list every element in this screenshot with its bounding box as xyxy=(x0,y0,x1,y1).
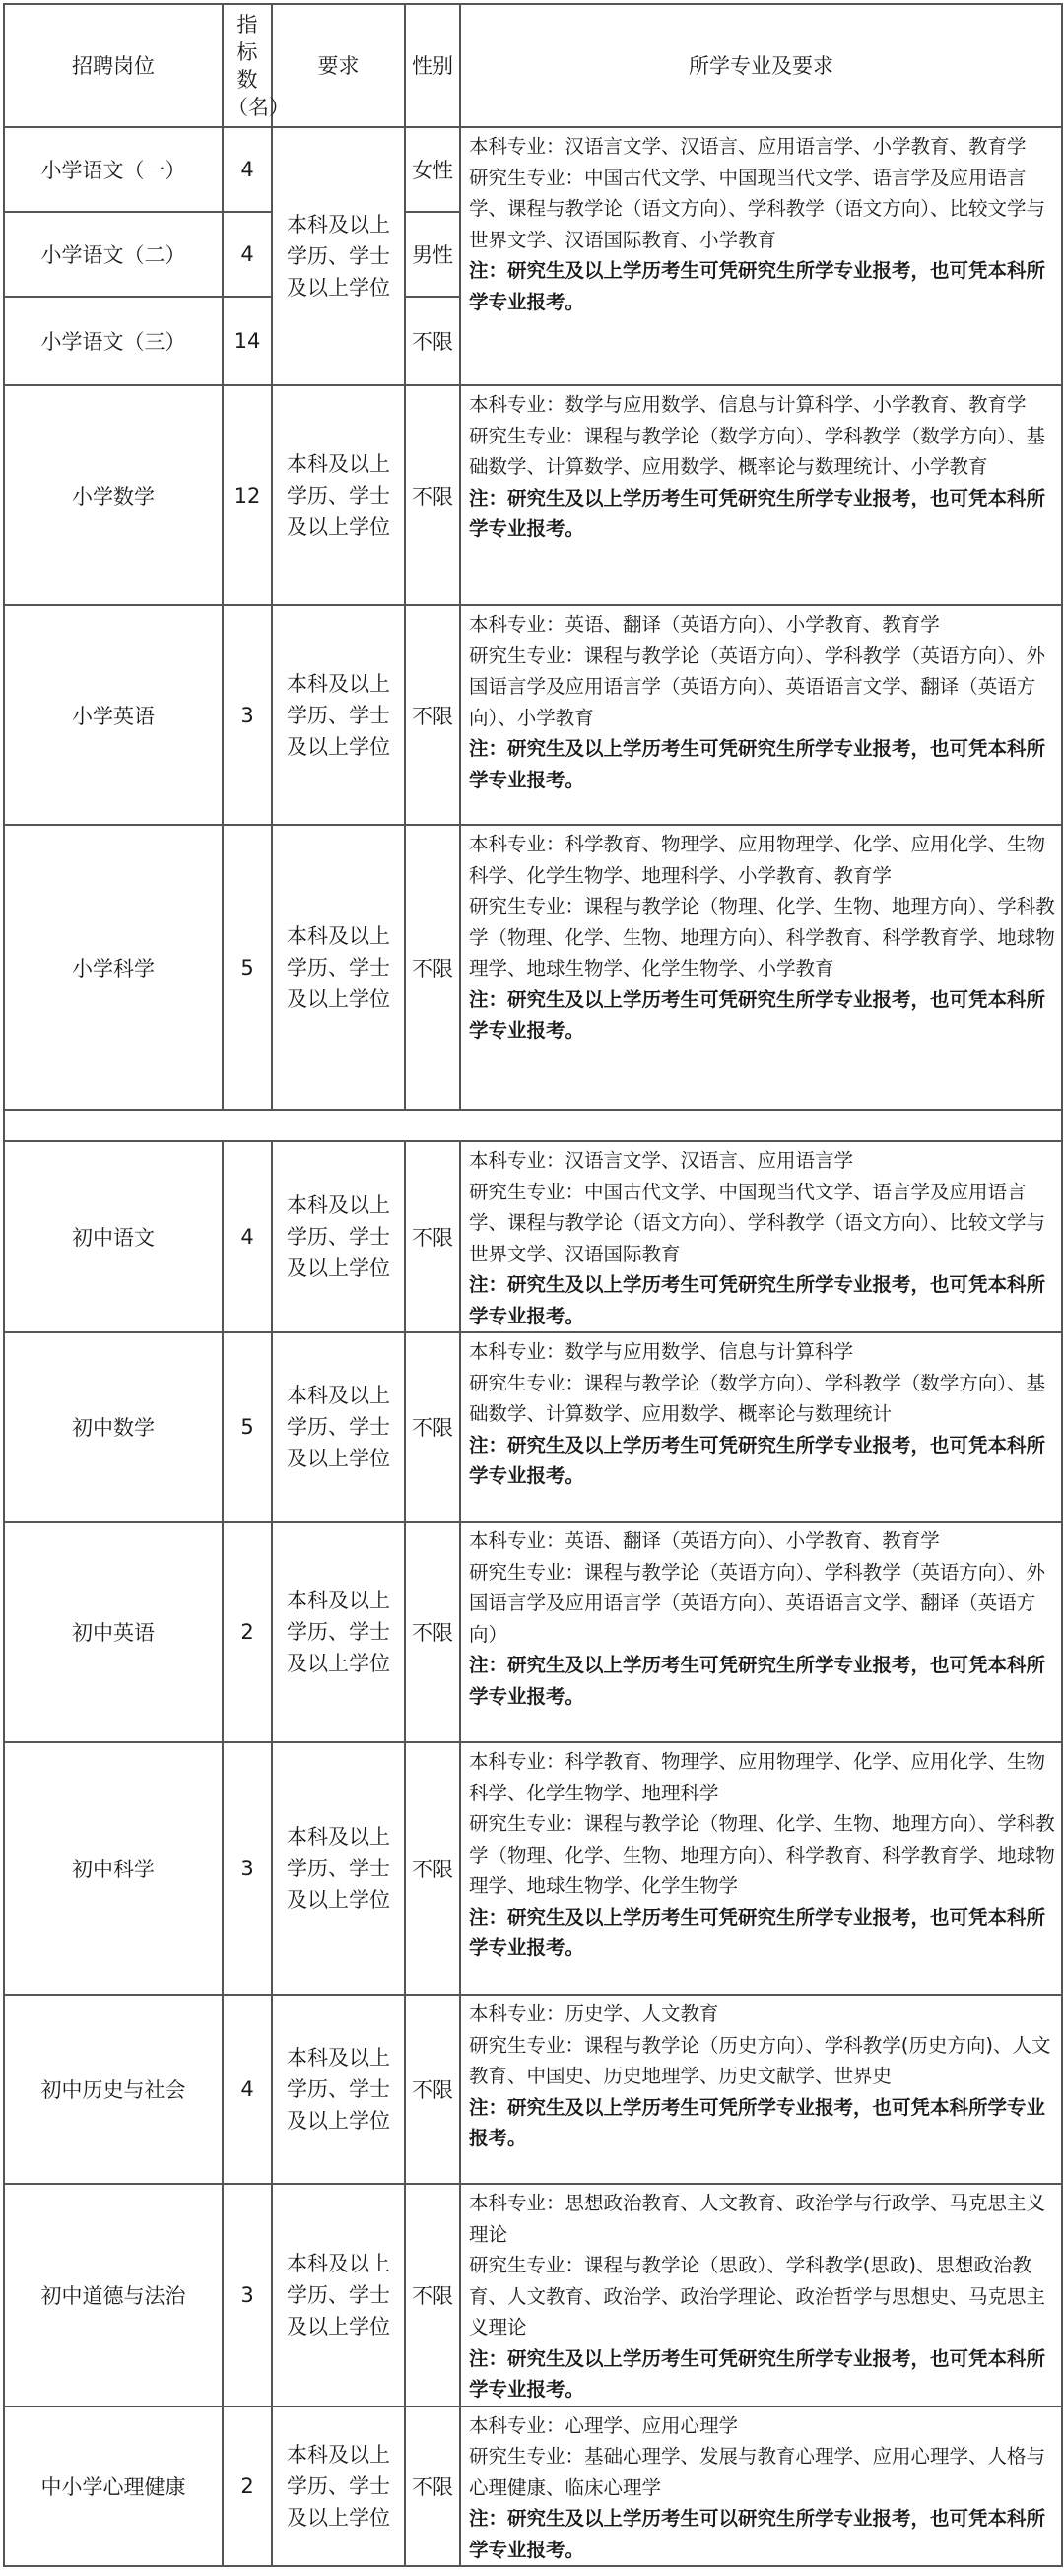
post-count: 3 xyxy=(223,2184,272,2407)
grad-major: 研究生专业：课程与教学论（物理、化学、生物、地理方向）、学科教学（物理、化学、生物、地理方向）、科学教育、科学教育学、地球物理学、地球生物学、化学生物学 xyxy=(469,1812,1055,1897)
table-row xyxy=(4,1332,1062,1522)
grad-major: 研究生专业：中国古代文学、中国现当代文学、语言学及应用语言学、课程与教学论（语文方向）、学科教学（语文方向）、比较文学与世界文学、汉语国际教育 xyxy=(469,1180,1046,1265)
table-row xyxy=(4,605,1062,825)
post-count: 3 xyxy=(223,1742,272,1995)
post-condition: 本科及以上学历、学士及以上学位 xyxy=(272,1332,405,1522)
post-gender: 男性 xyxy=(405,212,460,297)
post-name: 小学语文（一） xyxy=(4,127,223,212)
major-note: 注：研究生及以上学历考生可凭研究生所学专业报考，也可凭本科所学专业报考。 xyxy=(469,987,1046,1042)
grad-major: 研究生专业：基础心理学、发展与教育心理学、应用心理学、人格与心理健康、临床心理学 xyxy=(469,2445,1046,2499)
post-name: 中小学心理健康 xyxy=(4,2407,223,2567)
undergrad-major: 本科专业：思想政治教育、人文教育、政治学与行政学、马克思主义理论 xyxy=(469,2192,1046,2246)
post-count: 3 xyxy=(223,605,272,825)
post-condition: 本科及以上学历、学士及以上学位 xyxy=(272,127,405,385)
post-count: 2 xyxy=(223,2407,272,2567)
post-count: 4 xyxy=(223,1141,272,1332)
post-condition: 本科及以上学历、学士及以上学位 xyxy=(272,605,405,825)
header-post: 招聘岗位 xyxy=(4,4,223,127)
grad-major: 研究生专业：课程与教学论（英语方向）、学科教学（英语方向）、外国语言学及应用语言学（英语方向）、英语语言文学、翻译（英语方向） xyxy=(469,1560,1046,1646)
table-row xyxy=(4,825,1062,1110)
undergrad-major: 本科专业：数学与应用数学、信息与计算科学 xyxy=(469,1340,854,1363)
grad-major: 研究生专业：课程与教学论（思政）、学科教学(思政)、思想政治教育、人文教育、政治学、政治学理论、政治哲学与思想史、马克思主义理论 xyxy=(469,2254,1046,2339)
major-note: 注：研究生及以上学历考生可凭研究生所学专业报考，也可凭本科所学专业报考。 xyxy=(469,2346,1046,2401)
major-note: 注：研究生及以上学历考生可凭研究生所学专业报考，也可凭本科所学专业报考。 xyxy=(469,737,1046,791)
table-row xyxy=(4,1995,1062,2184)
post-gender: 女性 xyxy=(405,127,460,212)
undergrad-major: 本科专业：英语、翻译（英语方向）、小学教育、教育学 xyxy=(469,613,940,636)
post-name: 初中科学 xyxy=(4,1742,223,1995)
header-condition: 要求 xyxy=(272,4,405,127)
post-count: 4 xyxy=(223,1995,272,2184)
post-name: 小学语文（二） xyxy=(4,212,223,297)
post-gender: 不限 xyxy=(405,825,460,1110)
post-condition: 本科及以上学历、学士及以上学位 xyxy=(272,1995,405,2184)
grad-major: 研究生专业：课程与教学论（数学方向）、学科教学（数学方向）、基础数学、计算数学、应用数学、概率论与数理统计、小学教育 xyxy=(469,424,1046,478)
grad-major: 研究生专业：课程与教学论（物理、化学、生物、地理方向）、学科教学（物理、化学、生物、地理方向）、科学教育、科学教育学、地球物理学、地球生物学、化学生物学、小学教育 xyxy=(469,895,1055,980)
major-note: 注：研究生及以上学历考生可凭研究生所学专业报考，也可凭本科所学专业报考。 xyxy=(469,1433,1046,1487)
empty-divider-row xyxy=(4,1110,1062,1141)
post-major xyxy=(460,605,1062,825)
post-name: 初中英语 xyxy=(4,1522,223,1742)
undergrad-major: 本科专业：英语、翻译（英语方向）、小学教育、教育学 xyxy=(469,1529,940,1552)
post-gender: 不限 xyxy=(405,385,460,605)
post-name: 初中数学 xyxy=(4,1332,223,1522)
major-note: 注：研究生及以上学历考生可以研究生所学专业报考，也可凭本科所学专业报考。 xyxy=(469,2507,1046,2561)
table-row xyxy=(4,2407,1062,2567)
post-major xyxy=(460,1742,1062,1995)
post-name: 小学科学 xyxy=(4,825,223,1110)
recruitment-table-container xyxy=(3,3,1063,2567)
post-count: 14 xyxy=(223,297,272,385)
post-gender: 不限 xyxy=(405,1995,460,2184)
undergrad-major: 本科专业：汉语言文学、汉语言、应用语言学、小学教育、教育学 xyxy=(469,135,1027,158)
undergrad-major: 本科专业：科学教育、物理学、应用物理学、化学、应用化学、生物科学、化学生物学、地理科学 xyxy=(469,1750,1046,1804)
section-divider xyxy=(4,1110,1062,1141)
undergrad-major: 本科专业：汉语言文学、汉语言、应用语言学 xyxy=(469,1149,854,1172)
post-gender: 不限 xyxy=(405,297,460,385)
post-condition: 本科及以上学历、学士及以上学位 xyxy=(272,825,405,1110)
undergrad-major: 本科专业：数学与应用数学、信息与计算科学、小学教育、教育学 xyxy=(469,393,1027,416)
post-gender: 不限 xyxy=(405,605,460,825)
post-gender: 不限 xyxy=(405,1522,460,1742)
post-name: 初中历史与社会 xyxy=(4,1995,223,2184)
post-major xyxy=(460,1522,1062,1742)
post-count: 5 xyxy=(223,1332,272,1522)
post-count: 12 xyxy=(223,385,272,605)
grad-major: 研究生专业：课程与教学论（历史方向）、学科教学(历史方向)、人文教育、中国史、历史地理学、历史文献学、世界史 xyxy=(469,2033,1051,2087)
post-gender: 不限 xyxy=(405,2184,460,2407)
post-condition: 本科及以上学历、学士及以上学位 xyxy=(272,2184,405,2407)
header-major: 所学专业及要求 xyxy=(460,4,1062,127)
post-count: 2 xyxy=(223,1522,272,1742)
post-name: 初中语文 xyxy=(4,1141,223,1332)
table-row xyxy=(4,127,1062,212)
table-row xyxy=(4,385,1062,605)
post-condition: 本科及以上学历、学士及以上学位 xyxy=(272,1141,405,1332)
post-name: 小学语文（三） xyxy=(4,297,223,385)
post-count: 4 xyxy=(223,212,272,297)
post-condition: 本科及以上学历、学士及以上学位 xyxy=(272,1522,405,1742)
major-note: 注：研究生及以上学历考生可凭所学专业报考，也可凭本科所学专业报考。 xyxy=(469,2095,1046,2149)
major-note: 注：研究生及以上学历考生可凭研究生所学专业报考，也可凭本科所学专业报考。 xyxy=(469,1273,1046,1327)
post-gender: 不限 xyxy=(405,1141,460,1332)
post-major xyxy=(460,825,1062,1110)
undergrad-major: 本科专业：科学教育、物理学、应用物理学、化学、应用化学、生物科学、化学生物学、地理科学、小学教育、教育学 xyxy=(469,833,1046,887)
post-condition: 本科及以上学历、学士及以上学位 xyxy=(272,1742,405,1995)
table-row xyxy=(4,1522,1062,1742)
post-major xyxy=(460,385,1062,605)
header-count: 指标数（名） xyxy=(223,4,272,127)
table-row xyxy=(4,2184,1062,2407)
post-name: 初中道德与法治 xyxy=(4,2184,223,2407)
header-gender: 性别 xyxy=(405,4,460,127)
table-row xyxy=(4,1742,1062,1995)
undergrad-major: 本科专业：心理学、应用心理学 xyxy=(469,2413,739,2437)
post-count: 4 xyxy=(223,127,272,212)
major-note: 注：研究生及以上学历考生可凭研究生所学专业报考，也可凭本科所学专业报考。 xyxy=(469,486,1046,540)
post-name: 小学英语 xyxy=(4,605,223,825)
post-gender: 不限 xyxy=(405,2407,460,2567)
post-count: 5 xyxy=(223,825,272,1110)
undergrad-major: 本科专业：历史学、人文教育 xyxy=(469,2002,719,2025)
major-note: 注：研究生及以上学历考生可凭研究生所学专业报考，也可凭本科所学专业报考。 xyxy=(469,259,1046,313)
post-condition: 本科及以上学历、学士及以上学位 xyxy=(272,385,405,605)
post-gender: 不限 xyxy=(405,1742,460,1995)
recruitment-table xyxy=(3,3,1063,2567)
post-major xyxy=(460,2184,1062,2407)
table-row xyxy=(4,1141,1062,1332)
grad-major: 研究生专业：中国古代文学、中国现当代文学、语言学及应用语言学、课程与教学论（语文方向）、学科教学（语文方向）、比较文学与世界文学、汉语国际教育、小学教育 xyxy=(469,166,1046,251)
major-note: 注：研究生及以上学历考生可凭研究生所学专业报考，也可凭本科所学专业报考。 xyxy=(469,1654,1046,1708)
post-gender: 不限 xyxy=(405,1332,460,1522)
grad-major: 研究生专业：课程与教学论（英语方向）、学科教学（英语方向）、外国语言学及应用语言学（英语方向）、英语语言文学、翻译（英语方向）、小学教育 xyxy=(469,644,1046,729)
post-major xyxy=(460,1995,1062,2184)
post-major xyxy=(460,127,1062,385)
post-condition: 本科及以上学历、学士及以上学位 xyxy=(272,2407,405,2567)
post-major xyxy=(460,1141,1062,1332)
grad-major: 研究生专业：课程与教学论（数学方向）、学科教学（数学方向）、基础数学、计算数学、应用数学、概率论与数理统计 xyxy=(469,1371,1046,1425)
post-name: 小学数学 xyxy=(4,385,223,605)
post-major xyxy=(460,1332,1062,1522)
major-note: 注：研究生及以上学历考生可凭研究生所学专业报考，也可凭本科所学专业报考。 xyxy=(469,1905,1046,1959)
post-major xyxy=(460,2407,1062,2567)
header-row xyxy=(4,4,1062,127)
